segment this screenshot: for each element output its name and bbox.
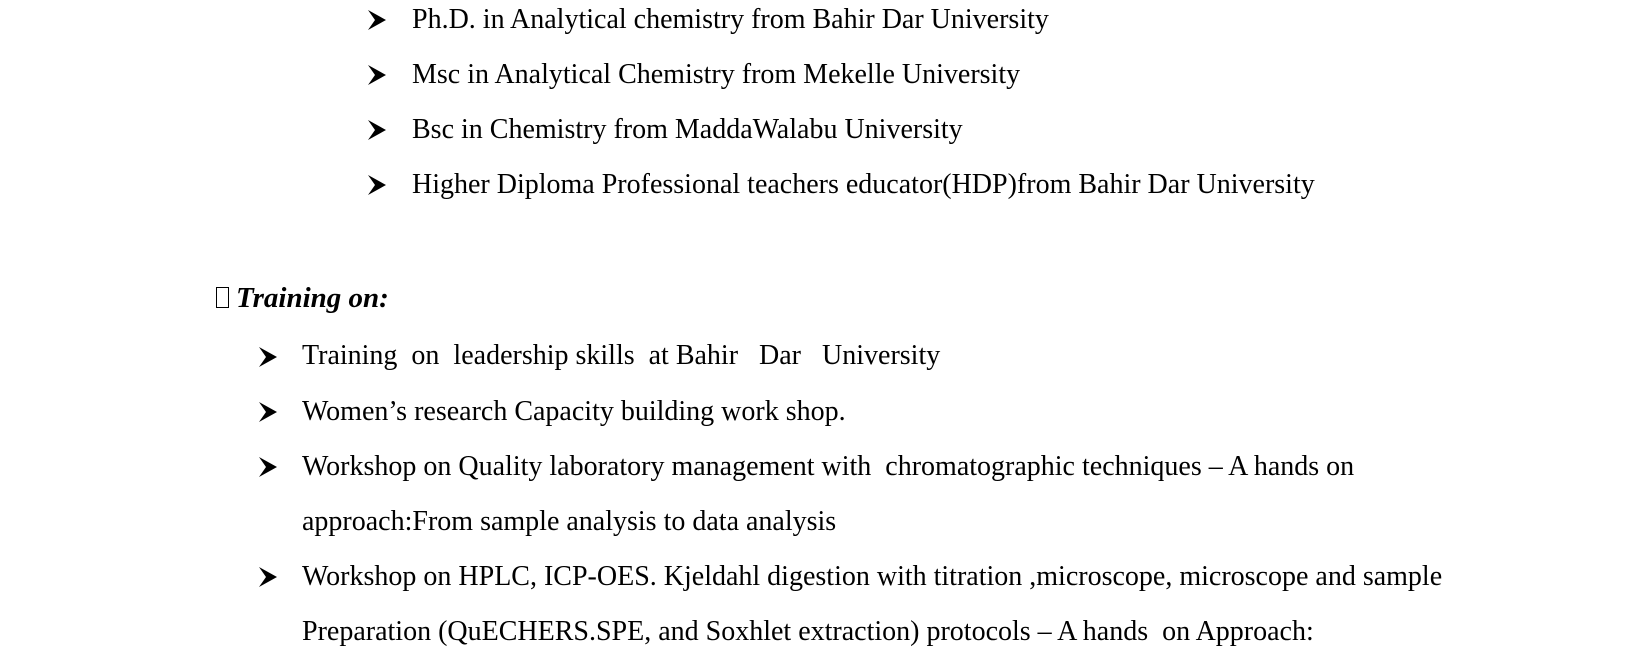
arrowhead-bullet-icon — [367, 119, 387, 141]
training-item: Training on leadership skills at Bahir Dar University — [302, 340, 941, 371]
training-item-continuation: Preparation (QuECHERS.SPE, and Soxhlet extraction) protocols – A hands on Approach: — [302, 616, 1314, 647]
training-item: Women’s research Capacity building work shop. — [302, 396, 846, 427]
arrowhead-bullet-icon — [367, 64, 387, 86]
arrowhead-bullet-icon — [367, 9, 387, 31]
training-item: Workshop on Quality laboratory management with chromatographic techniques – A hands on — [302, 451, 1355, 482]
missing-glyph-box-icon — [216, 287, 229, 308]
education-item: Msc in Analytical Chemistry from Mekelle University — [412, 59, 1021, 90]
arrowhead-bullet-icon — [258, 401, 278, 423]
arrowhead-bullet-icon — [258, 566, 278, 588]
arrowhead-bullet-icon — [258, 456, 278, 478]
education-item: Bsc in Chemistry from MaddaWalabu University — [412, 114, 963, 145]
training-item: Workshop on HPLC, ICP-OES. Kjeldahl digestion with titration ,microscope, microscope and sample — [302, 561, 1443, 592]
arrowhead-bullet-icon — [367, 174, 387, 196]
arrowhead-bullet-icon — [258, 346, 278, 368]
training-item-continuation: approach:From sample analysis to data analysis — [302, 506, 837, 537]
education-item: Higher Diploma Professional teachers educator(HDP)from Bahir Dar University — [412, 169, 1315, 200]
education-item: Ph.D. in Analytical chemistry from Bahir Dar University — [412, 4, 1049, 35]
training-heading: Training on: — [236, 282, 389, 314]
